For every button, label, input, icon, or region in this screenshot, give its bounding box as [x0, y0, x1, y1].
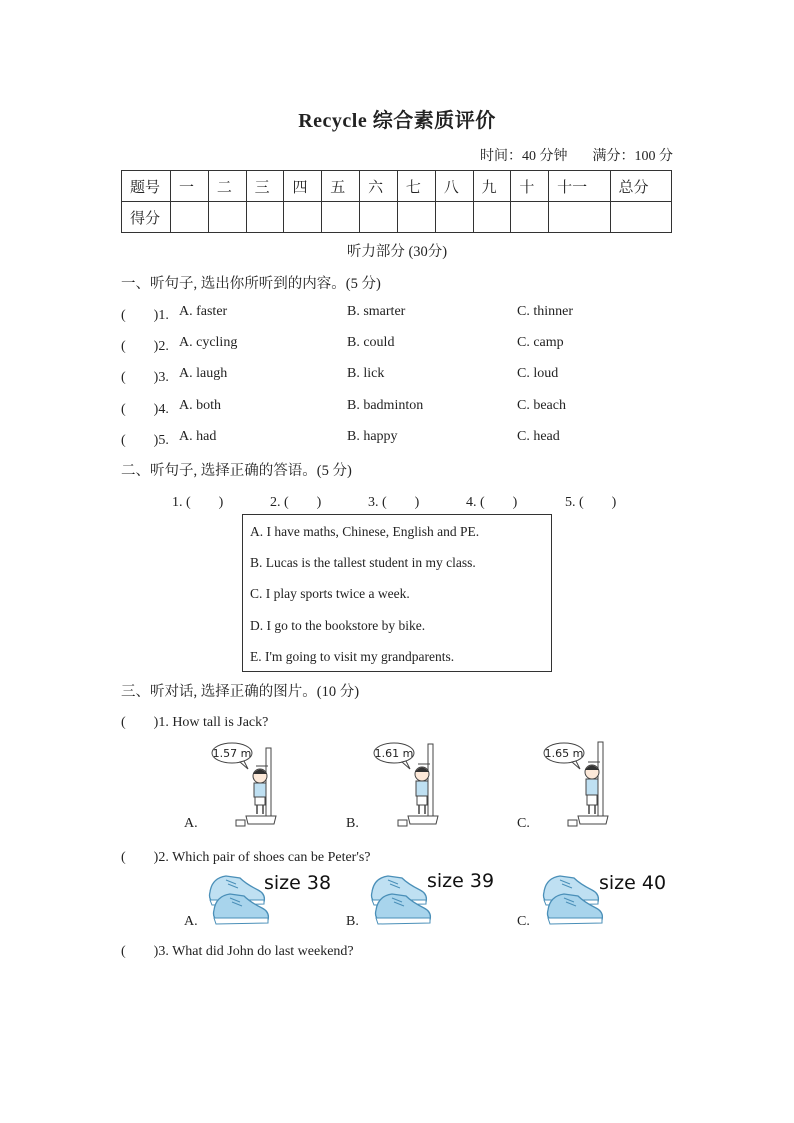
question-number: ( )4. — [121, 402, 169, 417]
option-label: B. — [346, 914, 359, 929]
table-cell: 八 — [435, 171, 473, 202]
option-label: C. — [517, 914, 530, 929]
answer-blank[interactable]: 4. ( ) — [466, 495, 518, 510]
score-input-cell[interactable] — [397, 202, 435, 233]
option-b: B. badminton — [347, 398, 424, 413]
question-text: ( )2. Which pair of shoes can be Peter's? — [121, 850, 371, 865]
answer-option: A. I have maths, Chinese, English and PE. — [250, 524, 480, 539]
option-a: A. cycling — [179, 335, 238, 350]
shoes-picture[interactable] — [540, 870, 606, 926]
score-input-cell[interactable] — [435, 202, 473, 233]
exam-meta — [480, 145, 673, 165]
shoe-size-label: size 38 — [264, 872, 332, 894]
table-cell: 四 — [284, 171, 322, 202]
score-input-cell[interactable] — [473, 202, 511, 233]
full-score-label: 满分：100 分 — [592, 149, 673, 164]
sneakers-illustration — [540, 870, 606, 926]
table-cell: 二 — [208, 171, 246, 202]
section1-heading: 一、听句子, 选出你所听到的内容。(5 分) — [121, 276, 381, 292]
answer-option: E. I'm going to visit my grandparents. — [250, 649, 455, 664]
answer-option: C. I play sports twice a week. — [250, 586, 410, 601]
option-c: C. camp — [517, 335, 564, 350]
score-input-cell[interactable] — [549, 202, 610, 233]
section2-heading: 二、听句子, 选择正确的答语。(5 分) — [121, 463, 352, 479]
sneakers-illustration — [368, 870, 434, 926]
option-b: B. could — [347, 335, 395, 350]
option-label: A. — [184, 816, 198, 831]
option-c: C. beach — [517, 398, 566, 413]
option-c: C. head — [517, 429, 560, 444]
option-b: B. lick — [347, 366, 385, 381]
shoe-size-label: size 39 — [427, 870, 495, 892]
score-input-cell[interactable] — [511, 202, 549, 233]
child-height-picture[interactable] — [542, 740, 612, 832]
score-table — [121, 170, 672, 233]
question-number: ( )3. — [121, 370, 169, 385]
height-label: 1.61 m — [374, 747, 414, 760]
score-input-cell[interactable] — [322, 202, 360, 233]
score-input-cell[interactable] — [360, 202, 398, 233]
sneakers-illustration — [206, 870, 272, 926]
option-b: B. happy — [347, 429, 398, 444]
option-a: A. both — [179, 398, 221, 413]
option-c: C. loud — [517, 366, 559, 381]
child-height-picture[interactable] — [210, 740, 280, 832]
answer-blank[interactable]: 2. ( ) — [270, 495, 322, 510]
height-label: 1.57 m — [212, 747, 252, 760]
table-cell: 得分 — [122, 202, 171, 233]
option-a: A. had — [179, 429, 217, 444]
table-cell: 总分 — [610, 171, 671, 202]
option-a: A. faster — [179, 304, 228, 319]
score-input-cell[interactable] — [208, 202, 246, 233]
score-input-cell[interactable] — [610, 202, 671, 233]
option-a: A. laugh — [179, 366, 228, 381]
table-cell: 五 — [322, 171, 360, 202]
score-input-cell[interactable] — [171, 202, 209, 233]
score-input-cell[interactable] — [284, 202, 322, 233]
score-table-header-row — [122, 171, 672, 202]
answer-blank[interactable]: 5. ( ) — [565, 495, 617, 510]
answer-option: B. Lucas is the tallest student in my class. — [250, 555, 476, 570]
question-text: ( )3. What did John do last weekend? — [121, 944, 354, 959]
option-c: C. thinner — [517, 304, 573, 319]
table-cell: 十一 — [549, 171, 610, 202]
question-number: ( )5. — [121, 433, 169, 448]
answer-options-box — [242, 514, 552, 672]
shoes-picture[interactable] — [368, 870, 434, 926]
height-label: 1.65 m — [544, 747, 584, 760]
answer-blank[interactable]: 1. ( ) — [172, 495, 224, 510]
section3-heading: 三、听对话, 选择正确的图片。(10 分) — [121, 684, 360, 700]
table-cell: 十 — [511, 171, 549, 202]
answer-blank[interactable]: 3. ( ) — [368, 495, 420, 510]
question-text: ( )1. How tall is Jack? — [121, 715, 269, 730]
score-table-score-row — [122, 202, 672, 233]
table-cell: 题号 — [122, 171, 171, 202]
table-cell: 九 — [473, 171, 511, 202]
child-on-scale-illustration — [372, 740, 442, 832]
table-cell: 三 — [246, 171, 284, 202]
child-height-picture[interactable] — [372, 740, 442, 832]
child-on-scale-illustration — [210, 740, 280, 832]
listening-heading: 听力部分 (30分) — [346, 244, 448, 260]
table-cell: 七 — [397, 171, 435, 202]
option-label: A. — [184, 914, 198, 929]
question-number: ( )2. — [121, 339, 169, 354]
table-cell: 一 — [171, 171, 209, 202]
shoe-size-label: size 40 — [599, 872, 667, 894]
time-label: 时间：40 分钟 — [480, 149, 568, 164]
table-cell: 六 — [360, 171, 398, 202]
question-number: ( )1. — [121, 308, 169, 323]
answer-option: D. I go to the bookstore by bike. — [250, 618, 426, 633]
option-b: B. smarter — [347, 304, 406, 319]
option-label: B. — [346, 816, 359, 831]
shoes-picture[interactable] — [206, 870, 272, 926]
page-title: Recycle 综合素质评价 — [298, 110, 496, 132]
child-on-scale-illustration — [542, 740, 612, 832]
score-input-cell[interactable] — [246, 202, 284, 233]
option-label: C. — [517, 816, 530, 831]
